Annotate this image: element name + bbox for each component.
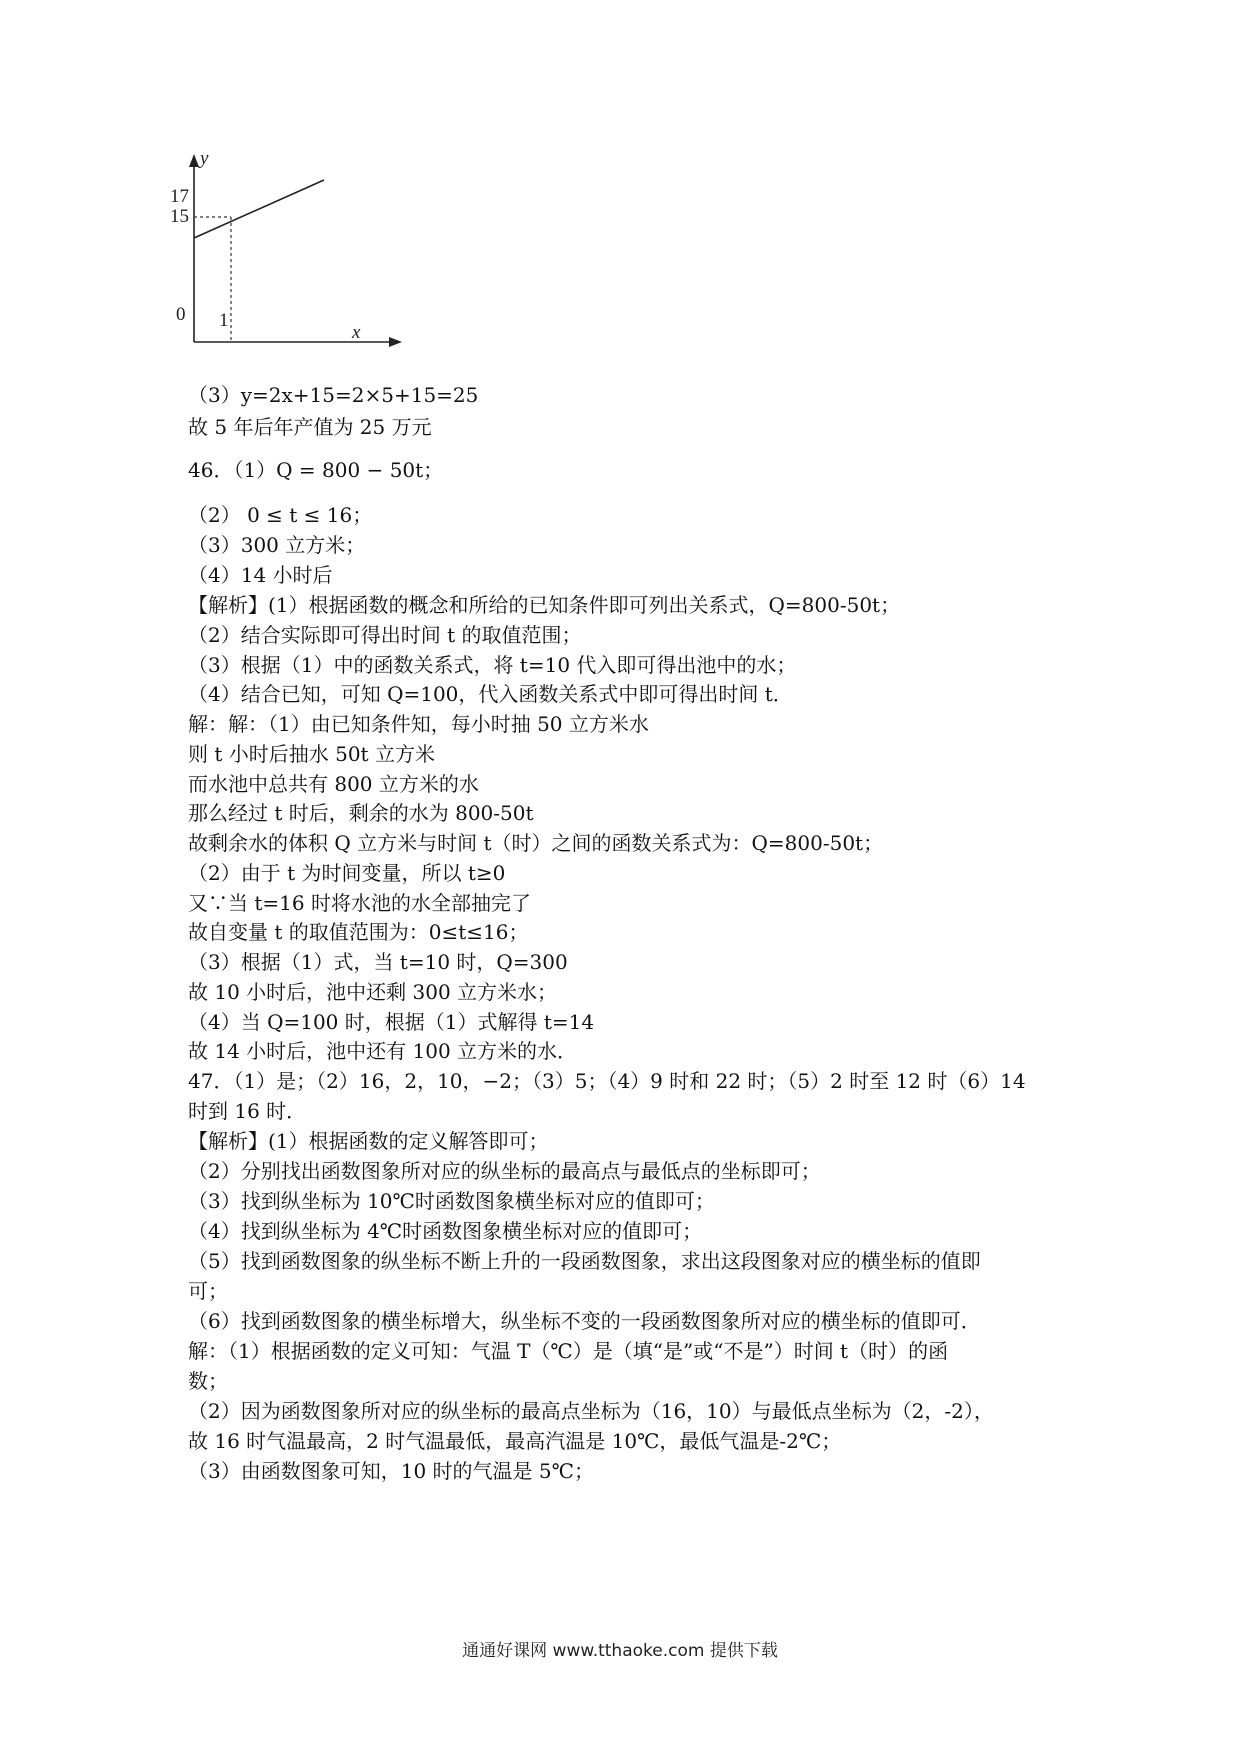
text-line: 又∵当 t=16 时将水池的水全部抽完了 xyxy=(188,891,531,915)
text-line: （4）结合已知，可知 Q=100，代入函数关系式中即可得出时间 t． xyxy=(188,682,793,706)
text-line: 那么经过 t 时后，剩余的水为 800-50t xyxy=(188,801,534,825)
text-line: 故 10 小时后，池中还剩 300 立方米水； xyxy=(188,980,558,1004)
text-line: （3）300 立方米； xyxy=(188,533,366,557)
text-line: 故 16 时气温最高，2 时气温最低，最高汽温是 10℃，最低气温是-2℃； xyxy=(188,1429,842,1453)
text-line: （3）根据（1）式，当 t=10 时，Q=300 xyxy=(188,950,568,974)
page-footer: 通通好课网 www.tthaoke.com 提供下载 xyxy=(462,1641,778,1661)
text-line: 数； xyxy=(188,1369,228,1393)
text-line: （2）因为函数图象所对应的纵坐标的最高点坐标为（16，10）与最低点坐标为（2，-2）， xyxy=(188,1399,994,1423)
text-line: 故自变量 t 的取值范围为：0≤t≤16； xyxy=(188,920,529,944)
text-line: 故 14 小时后，池中还有 100 立方米的水． xyxy=(188,1039,578,1063)
answer-46-1: 46．（1）Q = 800 − 50t； xyxy=(188,458,444,482)
text-line: 而水池中总共有 800 立方米的水 xyxy=(188,772,479,796)
text-line: 时到 16 时． xyxy=(188,1099,307,1123)
text-line: （3）由函数图象可知，10 时的气温是 5℃； xyxy=(188,1459,594,1483)
x-axis-arrow xyxy=(389,337,402,347)
text-line: （2）分别找出函数图象所对应的纵坐标的最高点与最低点的坐标即可； xyxy=(188,1159,821,1183)
origin-label: 0 xyxy=(176,304,186,325)
text-line: （3）根据（1）中的函数关系式，将 t=10 代入即可得出池中的水； xyxy=(188,653,797,677)
text-line: （4）14 小时后 xyxy=(188,563,333,587)
text-line: 可； xyxy=(188,1279,228,1303)
y-axis-arrow xyxy=(189,154,199,167)
x-tick-label-1: 1 xyxy=(219,310,229,331)
text-line: （2）结合实际即可得出时间 t 的取值范围； xyxy=(188,623,582,647)
text-line: （4）当 Q=100 时，根据（1）式解得 t=14 xyxy=(188,1010,595,1034)
linear-function-graph xyxy=(170,148,416,370)
text-line: 解：解：（1）由已知条件知，每小时抽 50 立方米水 xyxy=(188,712,649,736)
text-line: （3）找到纵坐标为 10℃时函数图象横坐标对应的值即可； xyxy=(188,1189,715,1213)
y-tick-label-15: 15 xyxy=(170,206,189,227)
answer-46-2: （2） 0 ≤ t ≤ 16； xyxy=(188,503,373,527)
text-line: 解：（1）根据函数的定义可知：气温 T（℃）是（填“是”或“不是”）时间 t（时）的函 xyxy=(188,1339,949,1363)
text-line: （6）找到函数图象的横坐标增大，纵坐标不变的一段函数图象所对应的横坐标的值即可． xyxy=(188,1309,981,1333)
x-axis-label: x xyxy=(352,322,361,343)
text-line: （3）y=2x+15=2×5+15=25 xyxy=(188,383,479,407)
text-line: 故 5 年后年产值为 25 万元 xyxy=(188,415,432,439)
y-tick-label-17: 17 xyxy=(170,186,189,207)
text-line: （5）找到函数图象的纵坐标不断上升的一段函数图象，求出这段图象对应的横坐标的值即 xyxy=(188,1249,981,1273)
text-line: （4）找到纵坐标为 4℃时函数图象横坐标对应的值即可； xyxy=(188,1219,703,1243)
function-line xyxy=(194,180,324,238)
y-axis-label: y xyxy=(200,148,209,169)
text-line: 【解析】(1）根据函数的定义解答即可； xyxy=(188,1129,549,1153)
text-line: 则 t 小时后抽水 50t 立方米 xyxy=(188,742,435,766)
text-line: 【解析】(1）根据函数的概念和所给的已知条件即可列出关系式，Q=800-50t； xyxy=(188,593,901,617)
text-line: （2）由于 t 为时间变量，所以 t≥0 xyxy=(188,861,506,885)
answer-47: 47．（1）是；（2）16，2，10，−2；（3）5；（4）9 时和 22 时；（5）2 时至 12 时（6）14 xyxy=(188,1069,1026,1093)
graph-svg xyxy=(170,148,416,370)
text-line: 故剩余水的体积 Q 立方米与时间 t（时）之间的函数关系式为：Q=800-50t； xyxy=(188,831,884,855)
